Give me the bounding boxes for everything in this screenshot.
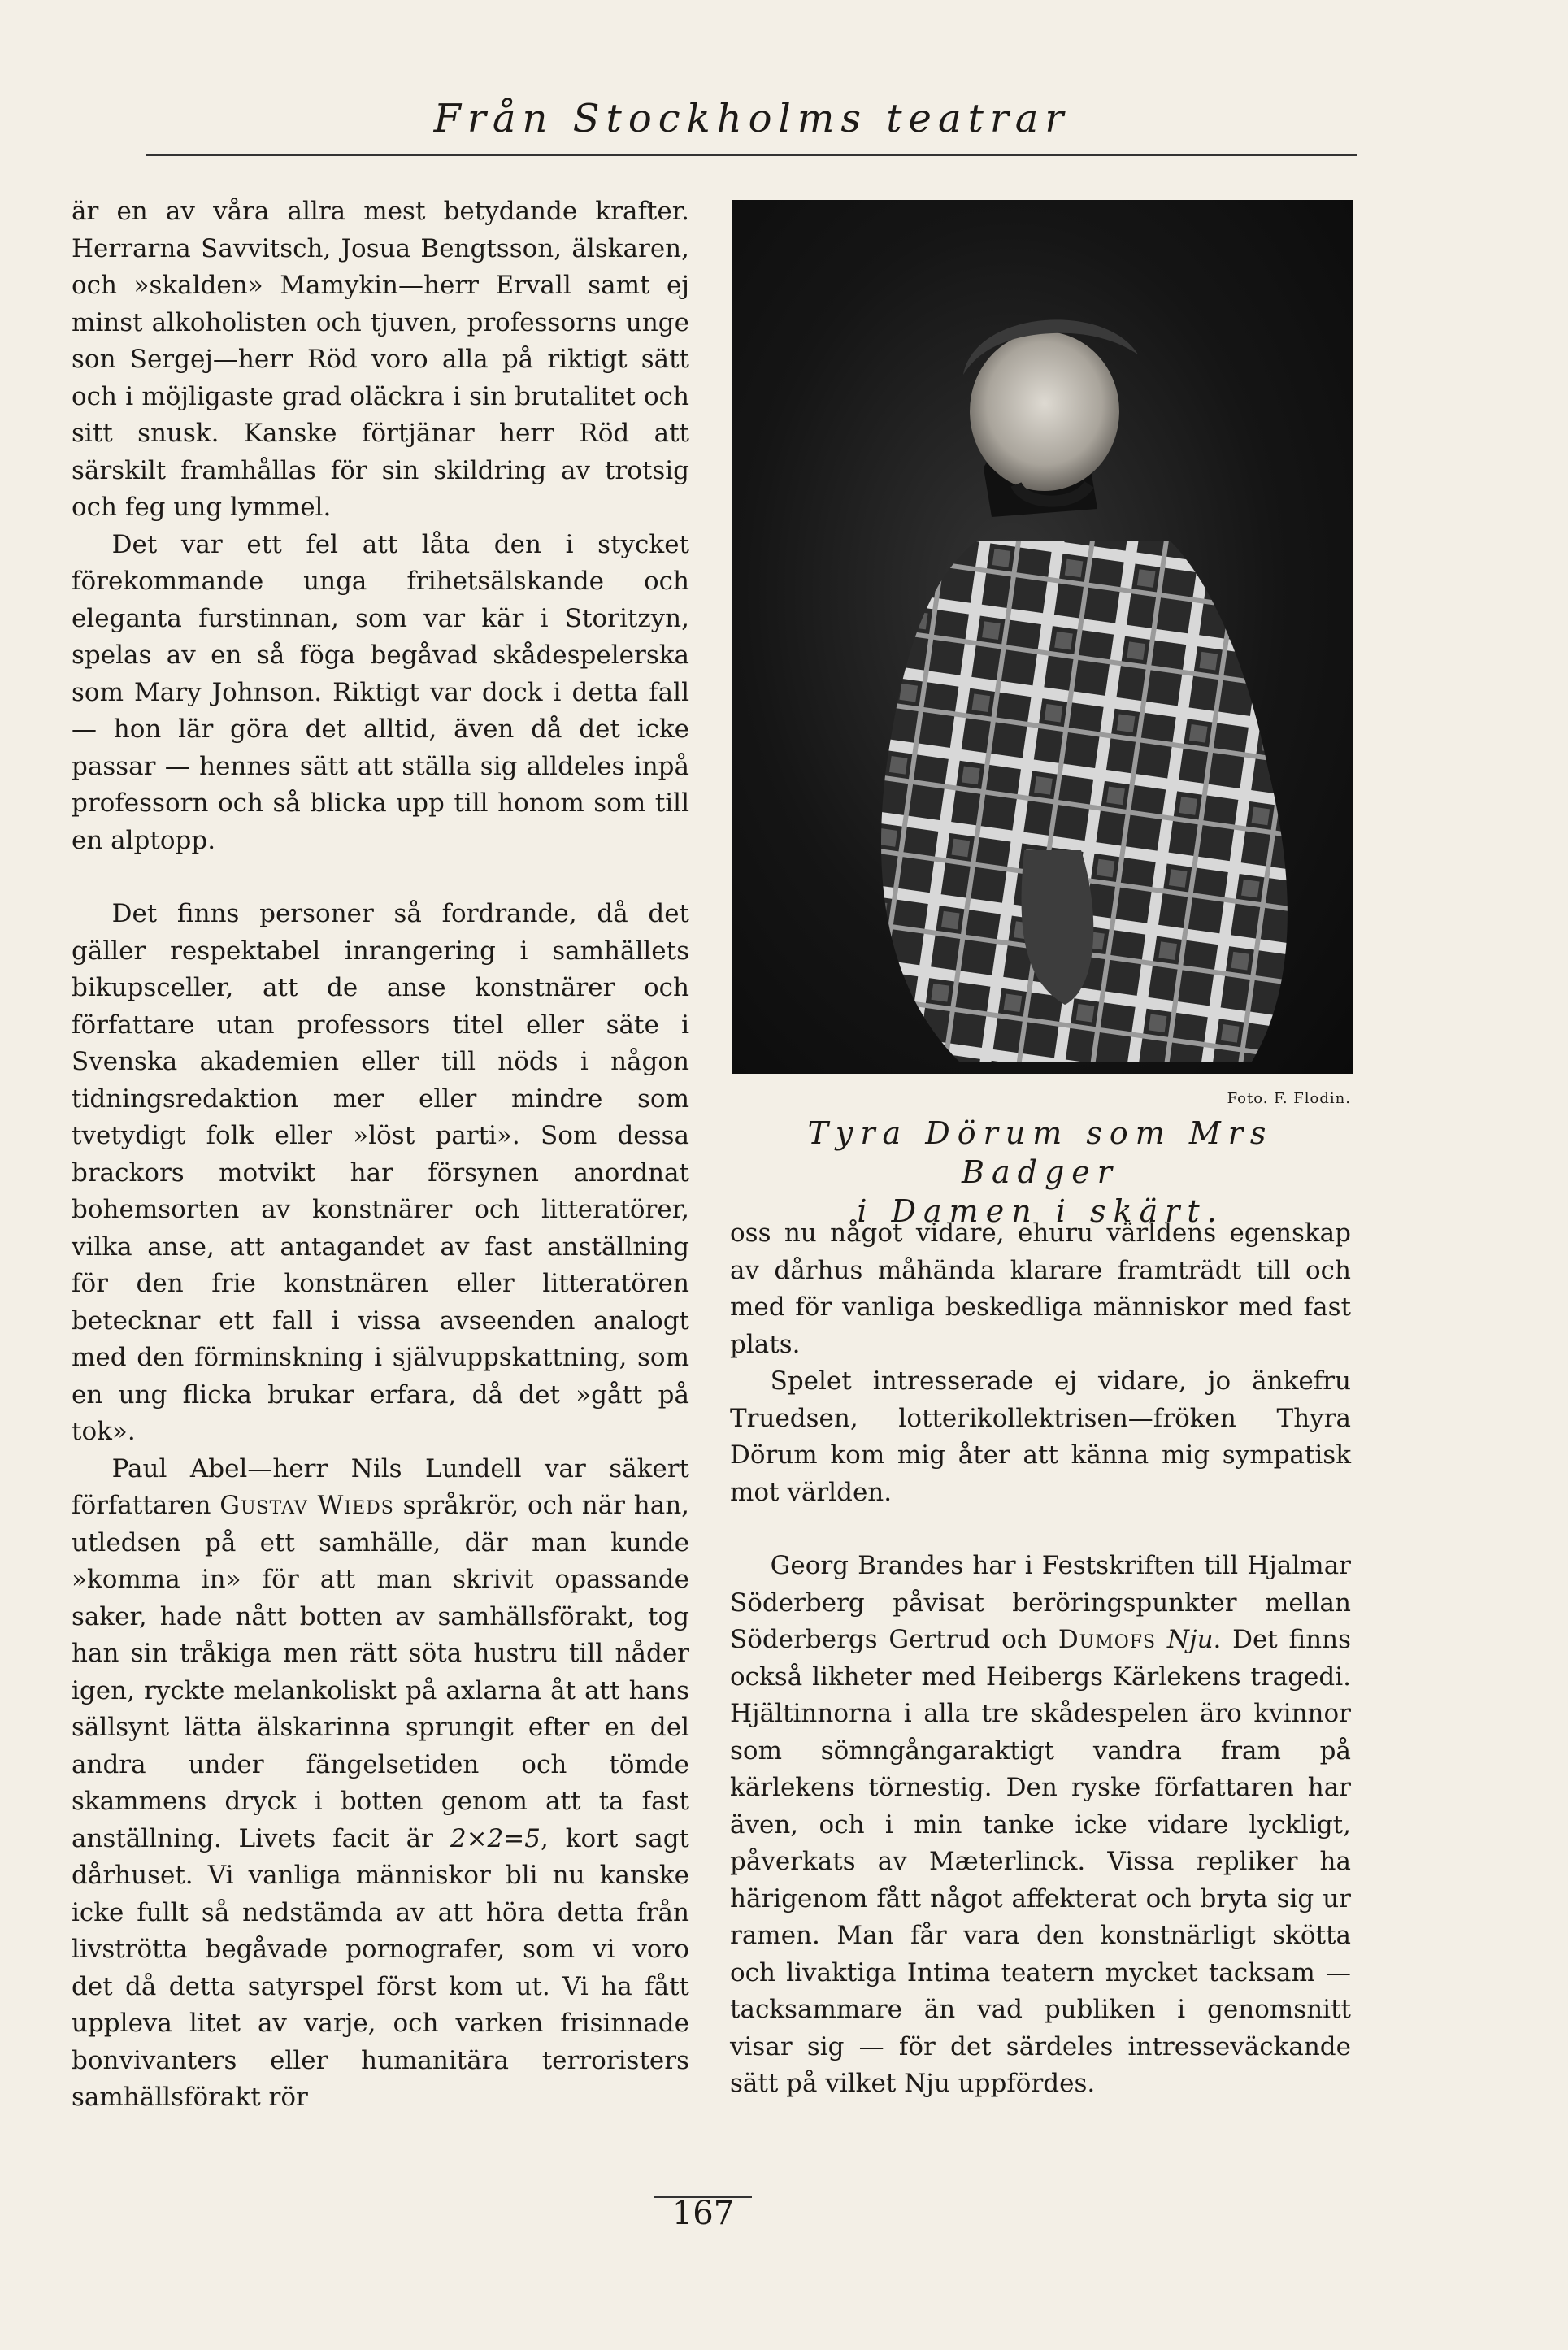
- text-run: Georg Brandes har i Festskriften till Hjalmar Söderberg påvisat beröringspunkter mellan Söderbergs Gertrud och: [730, 1551, 1351, 1654]
- author-name: Dumofs: [1058, 1625, 1157, 1654]
- text-run: Paul Abel—herr Nils Lundell var säkert författaren: [72, 1453, 689, 1520]
- right-column: [730, 1215, 1351, 2103]
- photo-credit: Foto. F. Flodin.: [1227, 1090, 1351, 1107]
- portrait-photo: [732, 200, 1353, 1074]
- text-run: , kort sagt dårhuset. Vi vanliga människor bli nu kanske icke fullt så nedstämda av att höra detta från livströtta begåvade pornografer, som vi voro det då detta satyrspel först kom ut. Vi ha fått uppleva litet av varje, och varken frisinnade bonvivanters eller humanitära terroristers samhällsförakt rör: [72, 1823, 689, 2112]
- portrait-figure: [732, 200, 1353, 1074]
- paragraph: Det var ett fel att låta den i stycket förekommande unga frihetsälskande och eleganta furstinnan, som var kär i Storitzyn, spelas av en så föga begåvad skådespelerska som Mary Johnson. Riktigt var dock i detta fall — hon lär göra det alltid, även då det icke passar — hennes sätt att ställa sig alldeles inpå professorn och så blicka upp till honom som till en alptopp.: [72, 529, 689, 855]
- caption-line: i Damen i skärt.: [857, 1193, 1224, 1229]
- text-run: . Det finns också likheter med Heibergs Kärlekens tragedi. Hjältinnorna i alla tre skådespelen äro kvinnor som sömngångaraktigt vandra fram på kärlekens törnestig. Den ryske författaren har även, och i min tanke icke vidare lyckligt, påverkats av Mæterlinck. Vissa repliker ha härigenom fått något affekterat och bryta sig ur ramen. Man får vara den konstnärligt skötta och livaktiga Intima teatern mycket tacksam — tacksammare än vad publiken i genomsnitt visar sig — för det särdeles intresseväckande sätt på vilket Nju uppfördes.: [730, 1625, 1351, 2098]
- photo-caption: [730, 1114, 1351, 1231]
- page-number: 167: [671, 2195, 735, 2232]
- paragraph: [730, 1548, 1351, 2103]
- paragraph: Spelet intresserade ej vidare, jo änkefru Truedsen, lotterikollektrisen—fröken Thyra Dörum kom mig åter att känna mig sympatisk mot världen.: [730, 1366, 1351, 1507]
- caption-line: Tyra Dörum som Mrs Badger: [807, 1115, 1274, 1190]
- paragraph: [72, 1451, 689, 2117]
- paragraph: oss nu något vidare, ehuru världens egenskap av dårhus måhända klarare framträdt till och med för vanliga beskedliga människor med fast plats.: [730, 1218, 1351, 1359]
- text-run: [1156, 1625, 1167, 1654]
- running-head: Från Stockholms teatrar: [433, 96, 1071, 141]
- play-title: Nju: [1166, 1625, 1214, 1654]
- paragraph: Det finns personer så fordrande, då det gäller respektabel inrangering i samhällets bikupsceller, att de anse konstnärer och författare utan professors titel eller säte i Svenska akademien eller till nöds i någon tidningsredaktion mer eller mindre som tvetydigt folk eller »löst parti». Som dessa brackors motvikt har försynen anordnat bohemsorten av konstnärer och litteratörer, vilka anse, att antagandet av fast anställning för den frie konstnären eller litteratören betecknar ett fall i vissa avseenden analogt med den förminskning i självuppskattning, som en ung flicka brukar erfara, då det »gått på tok».: [72, 899, 689, 1446]
- paragraph: är en av våra allra mest betydande krafter. Herrarna Savvitsch, Josua Bengtsson, älskaren, och »skalden» Mamykin—herr Ervall samt ej minst alkoholisten och tjuven, professorns unge son Sergej—herr Röd voro alla på riktigt sätt och i möjligaste grad oläckra i sin brutalitet och sitt snusk. Kanske förtjänar herr Röd att särskilt framhållas för sin skildring av trotsig och feg ung lymmel.: [72, 197, 689, 522]
- header-rule: [146, 154, 1357, 156]
- formula: 2×2=5: [450, 1823, 541, 1853]
- author-name: Gustav Wieds: [219, 1491, 394, 1520]
- text-run: språkrör, och när han, utledsen på ett samhälle, där man kunde »komma in» för att man skrivit opassande saker, hade nått botten av samhällsförakt, tog han sin tråkiga men rätt söta hustru till nåder igen, ryckte melankoliskt på axlarna åt att hans sällsynt lätta älskarinna sprungit efter en del andra under fängelsetiden och tömde skammens dryck i botten genom att ta fast anställning. Livets facit är: [72, 1491, 690, 1853]
- left-column: [72, 193, 689, 2117]
